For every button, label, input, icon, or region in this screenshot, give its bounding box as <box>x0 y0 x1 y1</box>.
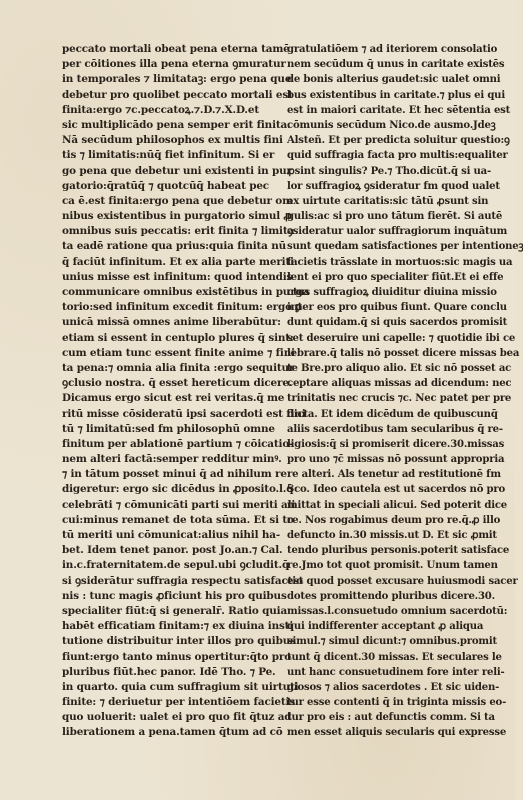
text-line: fiunt:ergo tanto minus opertitur:q̄to pro <box>62 650 291 663</box>
text-line: ceptare aliquas missas ad dicendum: nec <box>287 378 512 390</box>
text-line: si ꝯsiderātur suffragia respectu satisfactio <box>62 574 303 587</box>
text-line: set deseruire uni capelle: ⁊ quotidie ibi ce <box>287 332 516 344</box>
text-line: unius misse est infinitum: quod intendis <box>62 270 293 283</box>
text-line: lor suffragioꝝ ꝯsideratur fm quod ualet <box>287 180 500 192</box>
text-line: trinitatis nec crucis ⁊c. Nec patet per pre <box>287 393 512 405</box>
text-line: unicā missā omnes anime liberabūtur: <box>62 316 281 329</box>
text-line: tū ⁊ limitatū:sed fm philosophū omne <box>62 422 275 435</box>
text-line: tis ⁊ limitatis:nūq̄ fiet infinitum. Si er <box>62 149 275 162</box>
text-line: quid suffragia facta pro multis:equaliter <box>287 150 508 162</box>
text-line: lent ei pro quo specialiter fiūt.Et ei effe <box>287 271 504 283</box>
text-line: aliis sacerdotibus tam secularibus q̄ re- <box>287 423 503 435</box>
text-line: bet. Idem tenet panor. post Jo.an.⁊ Cal. <box>62 544 283 557</box>
text-line: ꝯsideratur ualor suffragiorum inquātum <box>287 226 508 238</box>
text-line: in temporales ⁊ limitataꝫ: ergo pena que <box>62 73 292 86</box>
text-line: ex uirtute caritatis:sic tātū ꝓsunt sin <box>287 195 489 207</box>
text-line: Alsteñ. Et per predicta soluitur questio:ꝯ <box>287 135 510 147</box>
text-line: gulis:ac si pro uno tātum fierēt. Si autē <box>287 211 503 223</box>
text-line: ctus suffragioꝝ diuiditur diuina missio <box>287 287 497 298</box>
text-line: cum etiam tunc essent finite anime ⁊ fini <box>62 346 295 359</box>
text-line: dicta. Et idem dicēdum de quibuscunq̄ <box>287 408 498 420</box>
text-line: quo uoluerit: ualet ei pro quo fit q̄tuz ad <box>62 711 292 724</box>
text-line: nem alteri factā:semper redditur minꝰ. <box>62 453 282 466</box>
text-line: ta eadē ratione qua prius:quia finita nū <box>62 240 287 253</box>
text-line: in quarto. quia cum suffragium sit uirtuti <box>62 680 299 693</box>
text-line: gratulatiōem ⁊ ad iteriorem consolatio <box>287 44 498 55</box>
text-line: nibus existentibus in purgatorio simul ꝓ <box>62 210 292 223</box>
text-line: missas.l.consuetudo omnium sacerdotū: <box>287 605 508 617</box>
text-line: cui:minus remanet de tota sūma. Et si to <box>62 513 294 526</box>
text-line: gatorio:q̄ratūq̄ ⁊ quotcūq̄ habeat pec <box>62 179 269 192</box>
text-line: giosos ⁊ alios sacerdotes . Et sic uiden- <box>287 681 500 693</box>
text-line: tū meriti uni cōmunicat:alius nihil ha- <box>62 529 281 541</box>
text-line: ta pena:⁊ omnia alia finita :ergo sequitur <box>62 361 295 374</box>
text-line: tunt q̄ dicent.30 missas. Et seculares le <box>287 651 502 663</box>
text-line: sic multiplicādo pena semper erit finita. <box>62 118 291 131</box>
text-line: re. Nos rogabimus deum pro re.q̄.ꝓ illo <box>287 514 501 526</box>
text-line: simul.⁊ simul dicunt:⁊ omnibus.promit <box>287 636 498 648</box>
text-line: ritū misse cōsideratū ipsi sacerdoti est fini <box>62 407 306 420</box>
text-line: finita:ergo ⁊c.peccatoꝝ.⁊.D.⁊.X.D.et <box>62 103 260 116</box>
text-line: ligiosis:q̄ si promiserit dicere.30.missas <box>287 438 505 450</box>
text-line: ꝓsint singulis? Pe.⁊ Tho.dicūt.q̄ si ua- <box>287 165 492 177</box>
text-line: tur esse contenti q̄ in triginta missis eo- <box>287 697 507 709</box>
text-line: sunt quedam satisfactiones per intentioneꝫ <box>287 241 523 253</box>
text-line: mittat in speciali alicui. Sed poterit dice <box>287 499 508 511</box>
text-line: nem secūdum q̄ unus in caritate existēs <box>287 59 505 71</box>
text-line: cōmunis secūdum Nico.de ausmo.Jdeꝫ <box>287 119 496 131</box>
text-line: de bonis alterius gaudet:sic ualet omni <box>287 74 501 86</box>
text-line: re alteri. Als tenetur ad restitutionē fm <box>287 469 501 481</box>
text-line: men esset aliquis secularis qui expresse <box>287 727 507 739</box>
text-line: defuncto in.30 missis.ut D. Et sic ꝓmit <box>287 530 497 541</box>
text-line: etiam si essent in centuplo plures q̄ sint: <box>62 331 294 344</box>
text-line: communicare omnibus existētibus in purga <box>62 286 310 298</box>
text-line: Dicamus ergo sicut est rei veritas.q̄ me <box>62 392 285 405</box>
text-line: digeretur: ergo sic dicēdus in ꝓposito.l.q̄ <box>62 483 294 496</box>
text-line: ca ē.est finita:ergo pena que debetur om <box>62 194 293 207</box>
text-line: est quod posset excusare huiusmodi sacer <box>287 575 518 587</box>
text-line: bus existentibus in caritate.⁊ plus ei qui <box>287 89 505 101</box>
text-line: specialiter fiūt:q̄ si generalr̄. Ratio quia <box>62 604 288 617</box>
left-text-column <box>62 42 310 741</box>
text-line: finitum per ablationē partium ⁊ cōicatio- <box>62 437 294 450</box>
text-line: tur pro eis : aut defunctis comm. Si ta <box>287 712 495 724</box>
text-line: facietis trāsslate in mortuos:sic magis ua <box>287 256 513 268</box>
text-line: go pena que debetur uni existenti in pur <box>62 164 292 177</box>
text-line: qui indifferenter acceptant ꝓ aliqua <box>287 621 484 633</box>
text-line: liberationem a pena.tamen q̄tum ad cō <box>62 726 283 739</box>
right-text-column <box>287 42 523 741</box>
text-line: q̄ faciūt infinitum. Et ex alia parte meriti <box>62 255 294 268</box>
text-line: tutione distribuitur inter illos pro quibus <box>62 635 296 648</box>
text-line: Sco. Ideo cautela est ut sacerdos nō pro <box>287 484 506 496</box>
text-line: dotes promittendo pluribus dicere.30. <box>287 590 495 602</box>
text-line: tendo pluribus personis.poterit satisface <box>287 545 510 557</box>
text-line: peccato mortali obeat pena eterna tamē <box>62 43 290 55</box>
text-line: unt hanc consuetudinem fore inter reli- <box>287 666 505 678</box>
text-line: per cōitiones illa pena eterna ꝯmuratur <box>62 58 286 71</box>
text-line: ꝯclusio nostra. q̄ esset hereticum dicere. <box>62 377 293 390</box>
text-line: ⁊ in tātum posset minui q̄ ad nihilum re <box>62 468 287 481</box>
text-line: inter eos pro quibus fiunt. Quare conclu <box>287 302 507 314</box>
text-line: nis : tunc magis ꝓficiunt his pro quibus <box>62 589 287 602</box>
text-line: omnibus suis peccatis: erit finita ⁊ limita <box>62 225 295 238</box>
text-line: dunt quidam.q̄ si quis sacerdos promisit <box>287 317 508 329</box>
text-line: habēt efficatiam finitam:⁊ ex diuina insti <box>62 620 294 633</box>
text-line: lebrare.q̄ talis nō posset dicere missas bea <box>287 347 520 359</box>
text-line: est in maiori caritate. Et hec sētentia est <box>287 104 511 116</box>
text-line: debetur pro quolibet peccato mortali est <box>62 88 293 101</box>
text-line: in.c.fraternitatem.de sepul.ubi ꝯcludit.q̄ <box>62 559 290 572</box>
text-line: Nā secūdum philosophos ex multis fini <box>62 134 283 147</box>
text-line: celebrāti ⁊ cōmunicāti parti sui meriti ali <box>62 498 296 511</box>
text-line: re.Jmo tot quot promisit. Unum tamen <box>287 560 498 572</box>
text-line: te Bre.pro aliquo alio. Et sic nō posset ac <box>287 362 512 374</box>
text-line: pro uno ⁊c̄ missas nō possunt appropria <box>287 454 505 466</box>
text-line: finite: ⁊ deriuetur per intentiōem facietis <box>62 696 296 709</box>
text-line: torio:sed infinitum excedit finitum: ergo ꝑ <box>62 301 302 314</box>
text-line: pluribus fiūt.hec panor. Idē Tho. ⁊ Pe. <box>62 665 276 678</box>
